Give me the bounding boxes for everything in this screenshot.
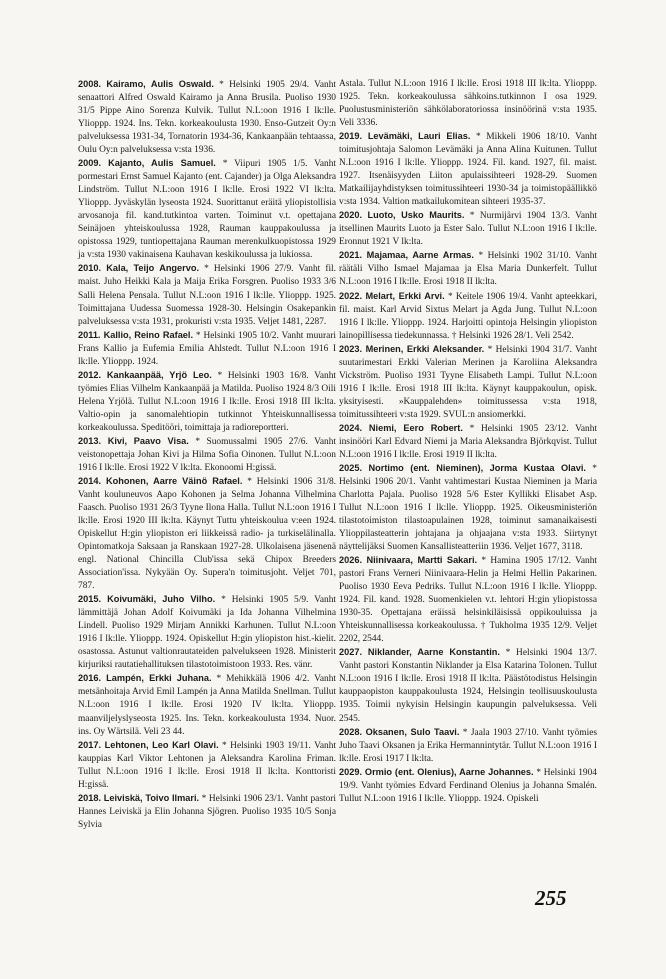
entry-heading: 2019. Levämäki, Lauri Elias. xyxy=(339,131,471,142)
biography-entry xyxy=(339,462,597,554)
entry-heading: 2022. Melart, Erkki Arvi. xyxy=(339,290,445,301)
biography-entry xyxy=(339,209,597,249)
entry-heading: 2028. Oksanen, Sulo Taavi. xyxy=(339,726,460,737)
entry-text: * Helsinki 1903 19/11. Vanht kauppias Karl Viktor Lehtonen ja Aleksandra Karolina Friman. Tullut N.L:oon 1916 I lk:lle. Erosi 1918 II lk:lta. Konttoristi H:gissä. xyxy=(78,740,336,790)
entry-text: * Mehikkälä 1906 4/2. Vanht metsänhoitaja Arvid Emil Lampén ja Anna Matilda Snellman. Tullut N.L:oon 1916 I lk:lle. Erosi 1920 IV lk:lta. Ylioppp. maanviljelyslyseosta 1925. Ins. Tekn. korkeakoulusta 1934. Nuor. ins. Oy Wärtsilä. Veli 23 44. xyxy=(78,674,336,737)
biography-entry xyxy=(339,766,597,806)
entry-text: * Keitele 1906 19/4. Vanht apteekkari, fil. maist. Karl Arvid Sixtus Melart ja Agda Jung. Tullut N.L:oon 1916 I lk:lle. Ylioppp. 1924. Harjoitti opintoja Helsingin yliopiston lainopillisessa tiedekunnassa. † Helsinki 1926 28/1. Veli 2542. xyxy=(339,291,597,341)
biography-entry xyxy=(339,78,597,130)
entry-text: * Helsinki 1905 5/9. Vanht lämmittäjä Johan Adolf Koivumäki ja Ida Johanna Vilhelmina Lindell. Puoliso 1929 Mirjam Annikki Karhunen. Tullut N.L:oon 1916 I lk:lle. Ylioppp. 1924. Opiskellut H:gin yliopiston hist.-kielit. osastossa. Astunut valtionrautateiden palvelukseen 1928. Ministerit kirjuriksi rautatiehallituksen tilastotoimistoon 1933. Res. vänr. xyxy=(78,595,336,671)
entry-text: * Helsinki 1905 29/4. Vanht senaattori Alfred Oswald Kairamo ja Anna Brusila. Puoliso 1930 31/5 Pippe Aino Sorenza Kulvik. Tullut N.L:oon 1916 I lk:lle. Ylioppp. 1924. Ins. Tekn. korkeakoulusta 1930. Enso-Gutzeit Oy:n palveluksessa 1931-34, Tornatorin 1934-36, Kankaanpään tehtaassa, Oulu Oy:n palveluksessa v:sta 1936. xyxy=(78,80,336,156)
entry-text: * Helsinki 1904 19/9. Vanht työmies Edvard Ferdinand Olenius ja Johanna Smalén. Tullut N.L:oon 1916 I lk:lle. Ylioppp. 1924. Opiskeli xyxy=(339,767,597,804)
entry-heading: 2008. Kairamo, Aulis Oswald. xyxy=(78,79,214,89)
entry-text: * Mikkeli 1906 18/10. Vanht toimitusjohtaja Salomon Levämäki ja Anna Alina Kuitunen. Tullut N.L:oon 1916 I lk:lle. Ylioppp. 1924. Fil. kand. 1927, fil. maist. 1927. Itsenäisyyden Liiton apulaissihteeri 1928-29. Suomen Matkailijayhdistyksen toimitussihteeri 1930-34 ja toimistopäällikkö v:sta 1934. Valtion matkailukomitean sihteeri 1935-37. xyxy=(339,132,597,208)
biography-entry xyxy=(78,262,336,328)
entry-heading: 2026. Niinivaara, Martti Sakari. xyxy=(339,555,478,566)
entry-heading: 2009. Kajanto, Aulis Samuel. xyxy=(78,158,216,169)
entry-heading: 2011. Kallio, Reino Rafael. xyxy=(78,329,194,340)
entry-text: * Helsinki 1902 31/10. Vanht räätäli Vilho Ismael Majamaa ja Elsa Maria Dunkerfelt. Tullut N.L:oon 1916 I lk:lle. Erosi 1918 II lk:lta. xyxy=(339,251,597,288)
biography-entry xyxy=(78,672,336,738)
entry-heading: 2021. Majamaa, Aarne Armas. xyxy=(339,250,474,261)
entry-text: * Helsinki 1905 23/12. Vanht insinööri Karl Edvard Niemi ja Maria Aleksandra Björkqvist. Tullut N.L:oon 1916 I lk:lle. Erosi 1919 II lk:lta. xyxy=(339,423,597,460)
biography-entry xyxy=(339,554,597,646)
page-number: 255 xyxy=(535,886,567,910)
biography-entry xyxy=(78,78,336,157)
entry-text: * Helsinki 1904 31/7. Vanht suutarimestari Erkki Valerian Merinen ja Karoliina Aleksandra Vickström. Puoliso 1931 Tyyne Elisabeth Lampi. Tullut N.L:oon 1916 I lk:lle. Erosi 1918 III lk:lta. Käynyt kauppakoulun, opisk. yksityisesti. »Kauppalehden» toimitussessa v:sta 1918, toimitussihteeri v:sta 1929. SVUL:n ansiomerkki. xyxy=(339,344,598,420)
entry-heading: 2017. Lehtonen, Leo Karl Olavi. xyxy=(78,739,219,750)
biography-entry xyxy=(339,343,597,422)
entry-heading: 2029. Ormio (ent. Olenius), Aarne Johannes. xyxy=(339,766,534,777)
entry-heading: 2015. Koivumäki, Juho Vilho. xyxy=(78,594,216,605)
right-column xyxy=(339,78,597,806)
biography-entry xyxy=(78,369,336,435)
biography-entry xyxy=(78,475,336,593)
entry-text: * Helsinki 1906 27/9. Vanht fil. maist. Juho Heikki Kala ja Maija Erika Forsgren. Puoliso 1933 3/6 Salli Helena Pensala. Tullut N.L:oon 1916 I lk:lle. Ylioppp. 1925. Toimittajana Uudessa Suomessa 1928-30. Helsingin Osakepankin palveluksessa v:sta 1931, prokuristi v:sta 1935. Veljet 1481, 2287. xyxy=(78,264,337,327)
entry-heading: 2025. Nortimo (ent. Nieminen), Jorma Kustaa Olavi. xyxy=(339,462,586,473)
entry-text: * Helsinki 1904 13/7. Vanht pastori Konstantin Niklander ja Elsa Katarina Tolonen. Tullut N.L:oon 1916 I lk:lle. Erosi 1918 II lk:lta. Päästötodistus Helsingin kauppaopiston kauppakoulusta 1924, Helsingin teollisuuskoulusta 1935. Toimii nykyisin Helsingin kaupungin palveluksessa. Veli 2545. xyxy=(339,648,598,724)
entry-text: * Helsinki 1903 16/8. Vanht työmies Elias Vilhelm Kankaanpää ja Matilda. Puoliso 1924 8/3 Oili Helena Yrjölä. Tullut N.L:oon 1916 I lk:lle. Erosi 1918 III lk:lta. Valtio-opin ja sanomalehtiopin tutkinnot Yhteiskunnallisessa korkeakoulussa. Speditööri, toimittaja ja radioreportteri. xyxy=(78,370,337,433)
entry-text: * Jaala 1903 27/10. Vanht työmies Juho Taavi Oksanen ja Erika Hermannintytär. Tullut N.L:oon 1916 I lk:lle. Erosi 1917 I lk:lta. xyxy=(339,727,598,764)
entry-text: * Suomussalmi 1905 27/6. Vanht veistonopettaja Johan Kivi ja Hilma Sofia Oinonen. Tullut N.L:oon 1916 I lk:lle. Erosi 1922 V lk:lta. Ekonoomi H:gissä. xyxy=(78,436,336,473)
biography-entry xyxy=(339,422,597,462)
entry-heading: 2012. Kankaanpää, Yrjö Leo. xyxy=(78,369,212,380)
entry-text: * Helsinki 1906 23/1. Vanht pastori Hannes Leiviskä ja Elin Johanna Sjögren. Puoliso 1935 10/5 Sonja Sylvia xyxy=(78,793,336,830)
entry-heading: 2016. Lampén, Erkki Juhana. xyxy=(78,673,212,684)
entry-heading: 2014. Kohonen, Aarre Väinö Rafael. xyxy=(78,475,243,486)
entry-text: * Viipuri 1905 1/5. Vanht pormestari Ernst Samuel Kajanto (ent. Cajander) ja Olga Aleksandra Lindström. Tullut N.L:oon 1916 I lk:lle. Erosi 1922 VI lk:lta. Ylioppp. Jyväskylän lyseosta 1924. Suorittanut eräitä yliopistollisia arvosanoja fil. kand.tutkintoa varten. Toiminut v.t. opettajana Seinäjoen yhteiskoulussa 1928, Rauman kauppakoulussa ja opistossa 1929, tuntiopettajana Rauman merenkulkuopistossa 1929 ja v:sta 1930 vakinaisena Kauhavan keskikoulussa ja lukiossa. xyxy=(78,159,337,261)
biography-entry xyxy=(339,726,597,766)
entry-heading: 2020. Luoto, Usko Maurits. xyxy=(339,210,465,221)
biography-entry xyxy=(78,739,336,792)
biography-entry xyxy=(78,157,336,262)
biography-entry xyxy=(78,435,336,475)
biography-entry xyxy=(78,329,336,369)
entry-heading: 2010. Kala, Teijo Angervo. xyxy=(78,263,200,274)
entry-heading: 2027. Niklander, Aarne Konstantin. xyxy=(339,647,500,658)
entry-text: * Nurmijärvi 1904 13/3. Vanht itsellinen Maurits Luoto ja Ester Salo. Tullut N.L:oon 1916 I lk:lle. Eronnut 1921 V lk:lta. xyxy=(339,211,598,248)
entry-text: * Helsinki 1905 10/2. Vanht muurari Frans Kallio ja Eufemia Emilia Ahlstedt. Tullut N.L:oon 1916 I lk:lle. Ylioppp. 1924. xyxy=(78,330,336,367)
entry-text: * Hamina 1905 17/12. Vanht pastori Frans Verneri Niinivaara-Helin ja Helmi Hellin Pakarinen. Puoliso 1930 Eeva Pedriks. Tullut N.L:oon 1916 I lk:lle. Ylioppp. 1924. Fil. kand. 1928. Suomenkielen v.t. lehtori H:gin yliopistossa 1930-35. Opettajana eräissä helsinkiläisissä oppikouluissa ja Yhteiskunnallisessa korkeakoulussa. † Tukholma 1935 12/9. Veljet 2202, 2544. xyxy=(339,556,597,645)
biography-entry xyxy=(78,593,336,672)
biography-entry xyxy=(339,249,597,289)
entry-heading: 2018. Leiviskä, Toivo Ilmari. xyxy=(78,792,200,803)
biography-entry xyxy=(78,792,336,832)
biography-entry xyxy=(339,646,597,725)
entry-heading: 2024. Niemi, Eero Robert. xyxy=(339,422,463,433)
entry-text: Astala. Tullut N.L:oon 1916 I lk:lle. Erosi 1918 III lk:lta. Ylioppp. 1925. Tekn. korkeakoulussa sähkoins.tutkinnon I osa 1929. Puolustusministeriön sähkölaboratoriossa insinöörinä v:sta 1935. Veli 3336. xyxy=(339,79,597,129)
biography-entry xyxy=(339,130,597,209)
entry-heading: 2023. Merinen, Erkki Aleksander. xyxy=(339,343,485,354)
biography-entry xyxy=(339,290,597,343)
entry-text: * Helsinki 1906 31/8. Vanht kouluneuvos Aapo Kohonen ja Selma Johanna Vilhelmina Faasch. Puoliso 1931 26/3 Tyyne Ilona Halla. Tullut N.L:oon 1916 I lk:lle. Erosi 1920 III lk:lta. Käynyt Tuttu yhteiskoulua v:een 1924. Opiskellut H:gin yliopiston eri liikkeissä radio- ja turkiselälinalla. Opintomatkoja Saksaan ja Ranskaan 1927-28. Ulkolaisena jäsenenä engl. National Chincilla Club'issa sekä Chipox Breeders Association'issa. Nykyään Oy. Supera'n toimitusjoht. Veljet 701, 787. xyxy=(78,476,336,592)
entry-heading: 2013. Kivi, Paavo Visa. xyxy=(78,435,189,446)
left-column xyxy=(78,78,336,832)
entry-text: * Helsinki 1906 20/1. Vanht vahtimestari Kustaa Nieminen ja Maria Charlotta Pajala. Puoliso 1928 5/6 Ester Kyllikki Elisabet Asp. Tullut N.L:oon 1916 I lk:lle. Ylioppp. 1925. Oikeusministeriön tilastotoimiston tilastoapulainen 1928, toiminut samanaikaisesti Ylioppilasteatterin johtajana ja ohjaajana v:sta 1933. Siirtynyt näyttelijäksi Suomen Kansallisteatteriin 1936. Veljet 1677, 3118. xyxy=(339,463,597,553)
